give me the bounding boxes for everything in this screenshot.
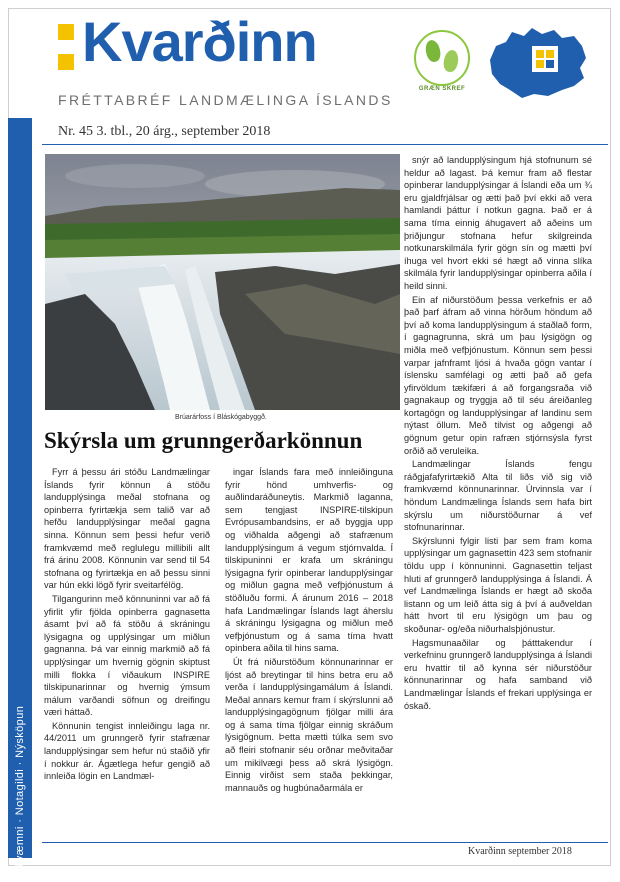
side-bar-text-holder xyxy=(8,705,32,882)
article-heading: Skýrsla um grunngerðarkönnun xyxy=(44,428,363,453)
article-column-3 xyxy=(404,154,592,713)
logo-square-bottom xyxy=(58,54,74,70)
newsletter-subtitle: FRÉTTABRÉF LANDMÆLINGA ÍSLANDS xyxy=(58,92,393,108)
article-paragraph: ingar Íslands fara með innleiðinguna fyrir hönd umhverfis- og auðlindaráðuneytis. Markmið laganna, sem tengjast INSPIRE-tilskipun Evrópusambandsins, er að byggja upp og viðhalda aðgengi að stafrænum landupplýsingum á vegum stjórnvalda. Í tilskipuninni er krafa um skráningu lýsigagna fyrir opinberar landupplýsingar og miðlun gagna með vefþjónustum á stöðluðu formi. Á árunum 2016 – 2018 hafa Landmælingar Íslands lagt áherslu á skráningu lýsigagna og miðlun með vefþjónustum og á sama tíma hvatt opinbera aðila til hins sama. xyxy=(225,467,393,654)
article-paragraph: Könnunin tengist innleiðingu laga nr. 44/2011 um grunngerð fyrir stafrænar landupplýsingar sem hefur nú staðið yfir í nokkur ár. Ágætlega hefur gengið að innleiða lögin en Landmæl- xyxy=(44,720,210,782)
header-rule xyxy=(42,144,608,145)
article-column-2 xyxy=(225,466,393,795)
iceland-map-logo xyxy=(482,22,592,102)
article-paragraph: Út frá niðurstöðum könnunarinnar er ljóst að breytingar til hins betra eru að verða í landupplýsingamálum á Íslandi. Meðal annars kemur fram í skýrslunni að landupplýsingagögnum fjölgar milli ára og á sama tíma fjölgar einnig skráðum lýsigögnum. Þetta mætti túlka sem svo að fleiri stofnanir séu orðnar meðvitaðar um mikilvægi þess að skrá lýsigögn. Einnig virðist sem staða þekkingar, mannauðs og hugbúnaðarmála er xyxy=(225,656,393,793)
green-logo-label: GRÆN SKREF xyxy=(418,86,466,92)
footer-rule xyxy=(42,842,608,843)
green-logo-ring xyxy=(414,30,470,86)
article-paragraph: Fyrr á þessu ári stóðu Landmælingar Íslands fyrir könnun á stöðu landupplýsinga meðal stofnana og opinberra fyrirtækja sem talið var að hefðu landupplýsingar meðal gagna sinna. Könnun sem þessi hefur verið framkvæmd með reglulegu millibili allt frá árinu 2008. Könnunin var send til 54 stofnana og fyrirtækja en að þessu sinni var hún ekki lögð fyrir sveitarfélög. xyxy=(44,467,210,591)
photo-caption: Brúarárfoss í Bláskógabyggð. xyxy=(175,414,267,421)
article-paragraph: Skýrslunni fylgir listi þar sem fram koma upplýsingar um gagnasettin 423 sem stofnanir töldu upp í könnuninni. Gagnasettin teljast hluti af grunngerð landupplýsinga á Íslandi. Á vef Landmælinga Íslands er hægt að skoða listann og um leið átta sig á því á auðveldan hátt hvort til eru lýsigögn um þau og skoðunar- og/eða niðurhalsþjónustur. xyxy=(404,535,592,634)
article-column-1 xyxy=(44,466,210,784)
footer-text: Kvarðinn september 2018 xyxy=(468,846,572,857)
article-paragraph: Landmælingar Íslands fengu ráðgjafafyrirtækið Alta til liðs við sig við framkvæmd könnunarinnar. Úrvinnsla var í höndum Landmælinga Íslands sem hafa birt skýrslu um niðurstöðurnar á vef stofnunarinnar. xyxy=(404,459,592,533)
article-paragraph: Tilgangurinn með könnuninni var að fá yfirlit yfir fjölda opinberra gagnasetta ásamt því að fá stöðu á skráningu lýsigagna og upplýsingar um miðlun gagnanna. Þá var einnig markmið að fá upplýsingar um hvernig gögnin skiptust milli flokka í viðaukum INSPIRE tilskipunarinnar og hvernig ýmsum málum varðandi söfnun og dreifingu væri háttað. xyxy=(44,593,210,718)
issue-info: Nr. 45 3. tbl., 20 árg., september 2018 xyxy=(58,124,271,139)
green-steps-logo xyxy=(408,28,476,98)
side-bar-motto: Nákvæmni · Notagildi · Nýsköpun xyxy=(14,705,26,882)
newsletter-title: Kvarðinn xyxy=(82,10,317,73)
article-paragraph: Hagsmunaaðilar og þátttakendur í verkefninu grunngerð landupplýsinga á Íslandi eru hvattir til að kynna sér niðurstöður könnunarinnar og hafa samband við Landmælingar Íslands ef frekari upplýsinga er óskað. xyxy=(404,637,592,711)
logo-square-top xyxy=(58,24,74,40)
kvardinn-logo-mark xyxy=(58,24,74,70)
article-paragraph: Ein af niðurstöðum þessa verkefnis er að það þarf áfram að vinna hörðum höndum að því að koma landupplýsingum á staðlað form, í gagnagrunna, skrá um þau lýsigögn og miðla með vefþjónustum. Könnun sem þessi varpar jafnframt ljósi á hvaða gögn vantar í íslensku samfélagi og ætti það að gefa yfirvöldum tækifæri á að forgangsraða við gagnakaup og tryggja að til séu áreiðanleg kortagögn og landupplýsingar af landinu sem nýtast öllum. Með tilvist og aðgengi að gögnum getur opin rafræn stjórnsýsla fyrst orðið að veruleika. xyxy=(404,294,592,456)
article-paragraph: snýr að landupplýsingum hjá stofnunum sé heldur að lagast. Þá kemur fram að flestar opinberar landupplýsingar á Íslandi eða um ¾ eru gjaldfrjálsar og ætti það því ekki að vera hamlandi þáttur í notkun gagna. Það er á sama tíma einnig áhugavert að aðeins um þriðjungur stofnana hefur skilgreinda notkunarskilmála fyrir gögn sín og mætti því íhuga vel hvort ekki sé hægt að vinna slíka skilmála fyrir landupplýsingar opinberra aðila í heild sinni. xyxy=(404,155,592,291)
waterfall-photo xyxy=(45,154,400,410)
